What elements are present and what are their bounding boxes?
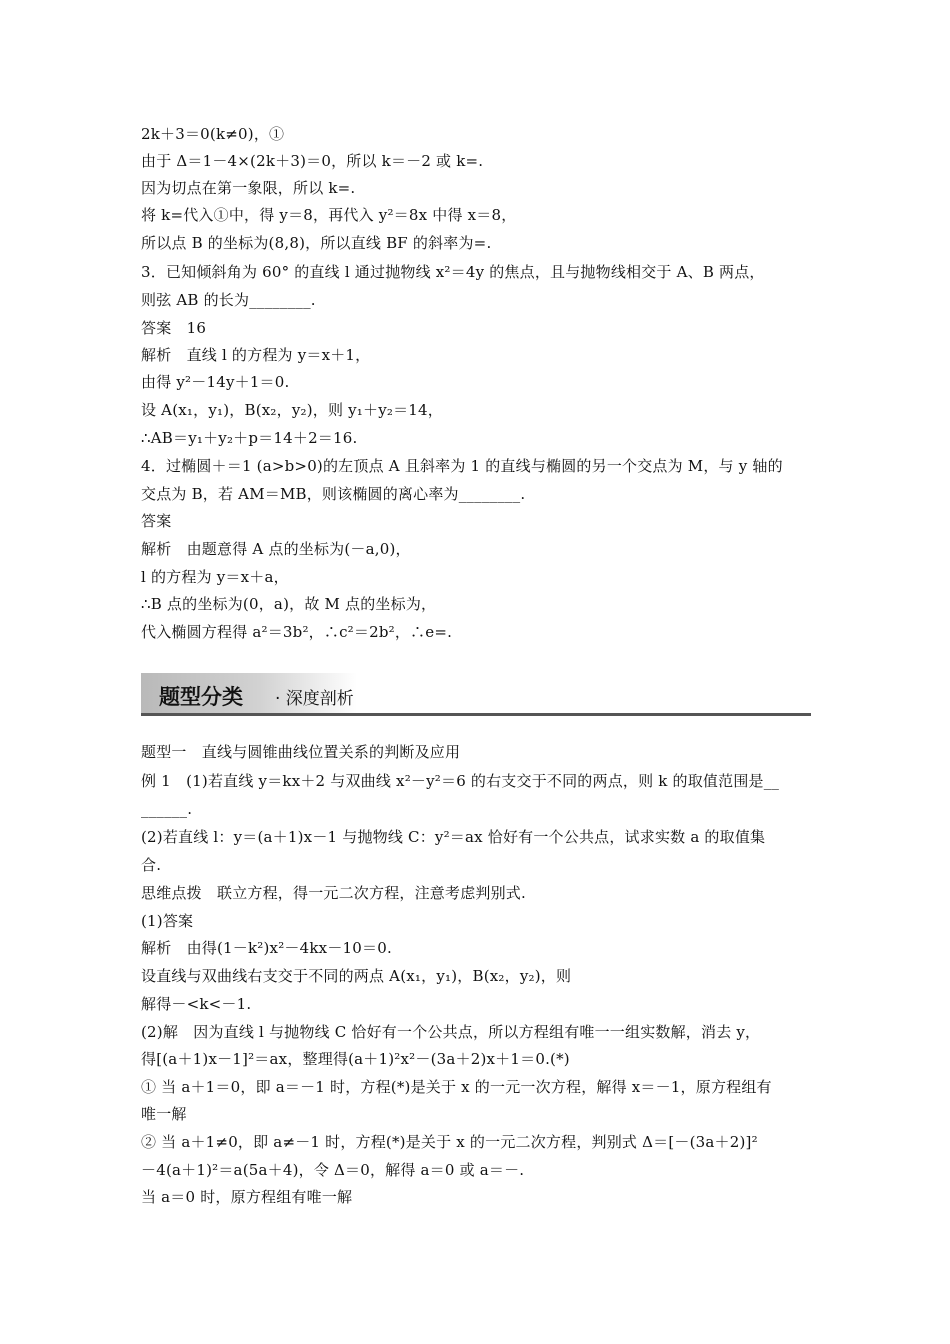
text-line: 由于 Δ＝1－4×(2k＋3)＝0，所以 k＝－2 或 k=. bbox=[141, 152, 484, 170]
text-line: 解析 由得(1－k²)x²－4kx－10＝0. bbox=[141, 939, 392, 957]
example-1: 例 1 (1)若直线 y＝kx＋2 与双曲线 x²－y²＝6 的右支交于不同的两点，则 k 的取值范围是__ bbox=[141, 772, 780, 790]
text-line: (2)若直线 l：y＝(a＋1)x－1 与抛物线 C：y²＝ax 恰好有一个公共点，试求实数 a 的取值集 bbox=[141, 828, 766, 846]
text-line: l 的方程为 y＝x＋a， bbox=[141, 568, 289, 586]
text-line: 合. bbox=[141, 856, 162, 874]
text-line: －4(a＋1)²＝a(5a＋4)，令 Δ＝0，解得 a＝0 或 a＝－. bbox=[141, 1161, 525, 1179]
text-line: ∴AB＝y₁＋y₂＋p＝14＋2＝16. bbox=[141, 429, 358, 447]
text-line: 将 k=代入①中，得 y＝8，再代入 y²＝8x 中得 x＝8， bbox=[141, 206, 517, 224]
text-line: 因为切点在第一象限，所以 k=. bbox=[141, 179, 356, 197]
text-line: 解得－<k<－1. bbox=[141, 995, 252, 1013]
text-line: 由得 y²－14y＋1＝0. bbox=[141, 373, 290, 391]
text-line: 解析 由题意得 A 点的坐标为(－a,0)， bbox=[141, 540, 411, 558]
answer-label: 答案 bbox=[141, 512, 172, 530]
text-line: ② 当 a＋1≠0，即 a≠－1 时，方程(*)是关于 x 的一元二次方程，判别式 Δ＝[－(3a＋2)]² bbox=[141, 1133, 758, 1151]
hint-line: 思维点拨 联立方程，得一元二次方程，注意考虑判别式. bbox=[141, 884, 526, 902]
text-line: 当 a＝0 时，原方程组有唯一解 bbox=[141, 1188, 353, 1206]
text-line: ① 当 a＋1＝0，即 a＝－1 时，方程(*)是关于 x 的一元一次方程，解得 x＝－1，原方程组有 bbox=[141, 1078, 772, 1096]
text-line: ∴B 点的坐标为(0，a)，故 M 点的坐标为， bbox=[141, 595, 437, 613]
section-banner bbox=[141, 673, 811, 717]
text-line: (2)解 因为直线 l 与抛物线 C 恰好有一个公共点，所以方程组有唯一一组实数解，消去 y， bbox=[141, 1023, 761, 1041]
text-line: ______. bbox=[141, 800, 193, 818]
text-line: 得[(a＋1)x－1]²＝ax，整理得(a＋1)²x²－(3a＋2)x＋1＝0.(*) bbox=[141, 1050, 570, 1068]
text-line: 则弦 AB 的长为________. bbox=[141, 291, 316, 309]
text-line: 解析 直线 l 的方程为 y＝x＋1， bbox=[141, 346, 371, 364]
text-line: 唯一解 bbox=[141, 1105, 187, 1123]
section-heading: 题型一 直线与圆锥曲线位置关系的判断及应用 bbox=[141, 743, 461, 761]
question-3: 3．已知倾斜角为 60° 的直线 l 通过抛物线 x²＝4y 的焦点，且与抛物线相交于 A、B 两点， bbox=[141, 263, 765, 281]
answer-label: 答案 16 bbox=[141, 319, 207, 337]
text-line: 设直线与双曲线右支交于不同的两点 A(x₁，y₁)，B(x₂，y₂)，则 bbox=[141, 967, 572, 985]
banner-rule bbox=[141, 713, 811, 716]
question-4: 4．过椭圆＋＝1 (a>b>0)的左顶点 A 且斜率为 1 的直线与椭圆的另一个交点为 M，与 y 轴的 bbox=[141, 457, 783, 475]
text-line: 所以点 B 的坐标为(8,8)，所以直线 BF 的斜率为=. bbox=[141, 234, 492, 252]
answer-label: (1)答案 bbox=[141, 912, 194, 930]
banner-subtitle: · 深度剖析 bbox=[275, 689, 354, 709]
banner-title: 题型分类 bbox=[159, 685, 243, 709]
text-line: 2k＋3＝0(k≠0)，① bbox=[141, 125, 285, 143]
text-line: 代入椭圆方程得 a²＝3b²，∴c²＝2b²，∴e=. bbox=[141, 623, 453, 641]
text-line: 交点为 B，若 AM＝MB，则该椭圆的离心率为________. bbox=[141, 485, 526, 503]
text-line: 设 A(x₁，y₁)，B(x₂，y₂)，则 y₁＋y₂＝14， bbox=[141, 401, 443, 419]
